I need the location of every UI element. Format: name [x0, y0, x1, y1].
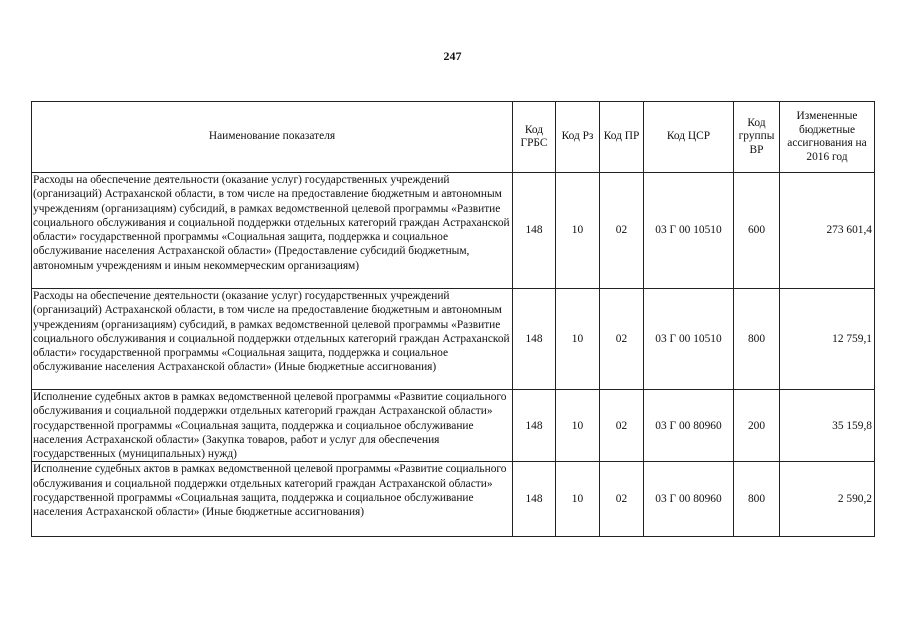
budget-table: [31, 101, 875, 537]
row-grbs: 148: [513, 390, 556, 462]
row-rz: 10: [556, 173, 600, 289]
row-rz: 10: [556, 390, 600, 462]
row-vr: 200: [734, 390, 780, 462]
header-name: Наименование показателя: [32, 102, 513, 173]
table-row: [32, 462, 875, 537]
row-pr: 02: [600, 173, 644, 289]
table-row: [32, 173, 875, 289]
header-row: [32, 102, 875, 173]
row-csr: 03 Г 00 10510: [644, 173, 734, 289]
row-rz: 10: [556, 462, 600, 537]
header-amount: Измененные бюджетные ассигнования на 2016 год: [780, 102, 875, 173]
row-vr: 800: [734, 462, 780, 537]
row-grbs: 148: [513, 289, 556, 390]
table-row: [32, 390, 875, 462]
row-name: Исполнение судебных актов в рамках ведомственной целевой программы «Развитие социального обслуживания и социальной поддержки отдельных категорий граждан Астраханской области» государственной программы «Социальная защита, поддержка и социальное обслуживание населения Астраханской области» (Закупка товаров, работ и услуг для обеспечения государственных (муниципальных) нужд): [32, 390, 513, 462]
header-rz: Код Рз: [556, 102, 600, 173]
row-pr: 02: [600, 462, 644, 537]
header-pr: Код ПР: [600, 102, 644, 173]
row-grbs: 148: [513, 462, 556, 537]
row-grbs: 148: [513, 173, 556, 289]
row-csr: 03 Г 00 80960: [644, 390, 734, 462]
page-number: 247: [443, 49, 462, 63]
row-rz: 10: [556, 289, 600, 390]
header-vr: Код группы ВР: [734, 102, 780, 173]
row-vr: 600: [734, 173, 780, 289]
row-name: Расходы на обеспечение деятельности (оказание услуг) государственных учреждений (организаций) Астраханской области, в том числе на предоставление бюджетным и автономным учреждениям (организациям) субсидий, в рамках ведомственной целевой программы «Развитие социального обслуживания и социальной поддержки отдельных категорий граждан Астраханской области» государственной программы «Социальная защита, поддержка и социальное обслуживание населения Астраханской области» (Иные бюджетные ассигнования): [32, 289, 513, 390]
header-csr: Код ЦСР: [644, 102, 734, 173]
row-pr: 02: [600, 289, 644, 390]
row-name: Исполнение судебных актов в рамках ведомственной целевой программы «Развитие социального обслуживания и социальной поддержки отдельных категорий граждан Астраханской области» государственной программы «Социальная защита, поддержка и социальное обслуживание населения Астраханской области» (Иные бюджетные ассигнования): [32, 462, 513, 537]
row-amount: 12 759,1: [780, 289, 875, 390]
row-vr: 800: [734, 289, 780, 390]
table-row: [32, 289, 875, 390]
row-name: Расходы на обеспечение деятельности (оказание услуг) государственных учреждений (организаций) Астраханской области, в том числе на предоставление бюджетным и автономным учреждениям (организациям) субсидий, в рамках ведомственной целевой программы «Развитие социального обслуживания и социальной поддержки отдельных категорий граждан Астраханской области» государственной программы «Социальная защита, поддержка и социальное обслуживание населения Астраханской области» (Предоставление субсидий бюджетным, автономным учреждениям и иным некоммерческим организациям): [32, 173, 513, 289]
row-csr: 03 Г 00 10510: [644, 289, 734, 390]
row-amount: 35 159,8: [780, 390, 875, 462]
row-pr: 02: [600, 390, 644, 462]
row-amount: 273 601,4: [780, 173, 875, 289]
row-csr: 03 Г 00 80960: [644, 462, 734, 537]
row-amount: 2 590,2: [780, 462, 875, 537]
header-grbs: Код ГРБС: [513, 102, 556, 173]
